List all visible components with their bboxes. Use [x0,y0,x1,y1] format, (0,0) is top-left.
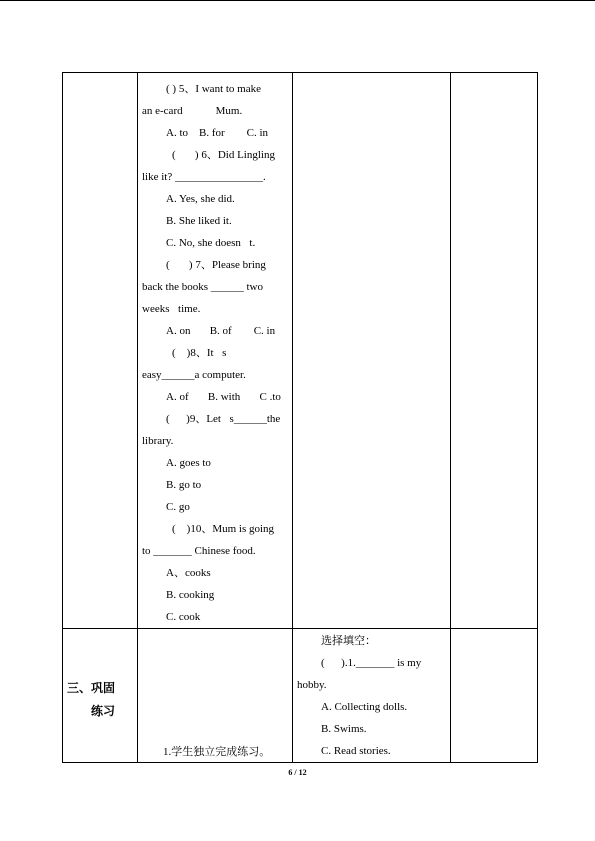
q9-stem: ( )9、Let s______the [166,413,281,425]
page-number: 6 / 12 [288,768,307,777]
exercise-cell [293,629,451,763]
section-label-cell [63,73,138,629]
q7-stem: ( ) 7、Please bring [166,259,266,271]
fill-in-list [293,629,450,762]
q6-stem-cont: like it? ________________. [142,171,266,183]
q5-stem-cont: an e-card Mum. [142,105,243,117]
q6-option-b: B. She liked it. [166,215,232,227]
task-title: 选择填空： [321,635,376,647]
table-row [63,629,538,763]
q6-stem: ( ) 6、Did Lingling [172,149,275,161]
exercise-cell [138,73,293,629]
q9-option-a: A. goes to [166,457,211,469]
item1-option-b: B. Swims. [321,723,367,735]
q6-option-a: A. Yes, she did. [166,193,235,205]
item1-stem-cont: hobby. [297,679,327,691]
q7-stem-cont2: weeks time. [142,303,201,315]
q8-options: A. of B. with C .to [166,391,281,403]
q6-option-c: C. No, she doesn t. [166,237,256,249]
q8-stem: ( )8、It s [172,347,227,359]
q10-option-a: A、cooks [166,567,211,579]
q10-stem-cont: to _______ Chinese food. [142,545,256,557]
q5-stem: ( ) 5、I want to make [166,83,261,95]
section-label-cell [63,629,138,763]
section-heading-line2: 练习 [91,704,116,718]
question-list [138,73,292,628]
q9-stem-cont: library. [142,435,174,447]
table-row [63,73,538,629]
q9-option-c: C. go [166,501,190,513]
student-activity-text: 1.学生独立完成练习。 [163,746,271,758]
item1-option-a: A. Collecting dolls. [321,701,408,713]
section-heading-line1: 三、巩固 [67,681,116,695]
section-heading [63,629,137,723]
q7-options: A. on B. of C. in [166,325,276,337]
q8-stem-cont: easy______a computer. [142,369,246,381]
q9-option-b: B. go to [166,479,202,491]
empty-cell [451,73,538,629]
item1-stem: ( ).1._______ is my [321,657,422,669]
empty-cell [293,73,451,629]
q7-stem-cont: back the books ______ two [142,281,263,293]
q10-option-b: B. cooking [166,589,215,601]
q10-stem: ( )10、Mum is going [172,523,275,535]
item1-option-c: C. Read stories. [321,745,391,757]
student-activity-cell [138,629,293,763]
q10-option-c: C. cook [166,611,201,623]
q5-options: A. to B. for C. in [166,127,269,139]
empty-cell [451,629,538,763]
lesson-plan-table [62,72,538,763]
